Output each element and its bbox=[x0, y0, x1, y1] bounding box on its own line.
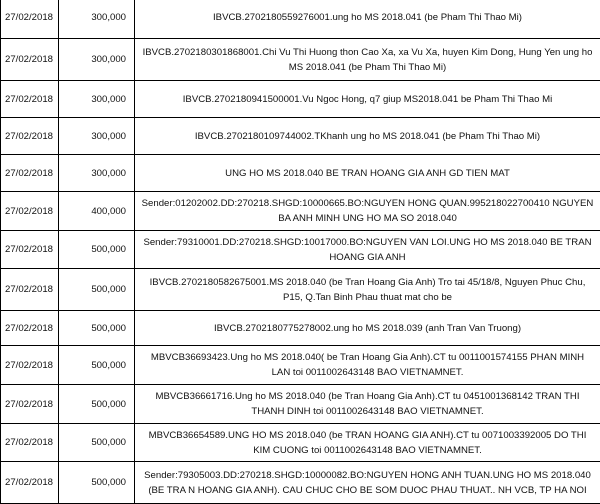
description-cell: IBVCB.2702180301868001.Chi Vu Thi Huong thon Cao Xa, xa Vu Xa, huyen Kim Dong, Hung Yen ung ho MS 2018.041 (be Pham Thi Thao Mi) bbox=[135, 39, 600, 81]
description-cell: MBVCB36693423.Ung ho MS 2018.040( be Tran Hoang Gia Anh).CT tu 0011001574155 PHAN MINH LAN toi 0011002643148 BAO VIETNAMNET. bbox=[135, 346, 600, 385]
table-row bbox=[1, 0, 600, 39]
amount-cell: 300,000 bbox=[59, 155, 135, 192]
donation-table-body bbox=[1, 0, 600, 504]
table-row bbox=[1, 462, 600, 504]
table-row bbox=[1, 346, 600, 385]
description-cell: MBVCB36654589.UNG HO MS 2018.040 (be TRAN HOANG GIA ANH).CT tu 0071003392005 DO THI KIM CUONG toi 0011002643148 BAO VIETNAMNET. bbox=[135, 424, 600, 462]
date-cell: 27/02/2018 bbox=[1, 346, 59, 385]
description-cell: IBVCB.2702180582675001.MS 2018.040 (be Tran Hoang Gia Anh) Tro tai 45/18/8, Nguyen Phuc Chu, P15, Q.Tan Binh Phau thuat mat cho be bbox=[135, 269, 600, 311]
table-row bbox=[1, 81, 600, 118]
amount-cell: 500,000 bbox=[59, 385, 135, 424]
description-cell: IBVCB.2702180109744002.TKhanh ung ho MS 2018.041 (be Pham Thi Thao Mi) bbox=[135, 118, 600, 155]
description-cell: IBVCB.2702180775278002.ung ho MS 2018.039 (anh Tran Van Truong) bbox=[135, 311, 600, 346]
table-row bbox=[1, 231, 600, 269]
date-cell: 27/02/2018 bbox=[1, 39, 59, 81]
table-row bbox=[1, 155, 600, 192]
description-cell: Sender:01202002.DD:270218.SHGD:10000665.BO:NGUYEN HONG QUAN.995218022700410 NGUYEN BA ANH MINH UNG HO MA SO 2018.040 bbox=[135, 192, 600, 231]
amount-cell: 500,000 bbox=[59, 269, 135, 311]
amount-cell: 500,000 bbox=[59, 346, 135, 385]
date-cell: 27/02/2018 bbox=[1, 385, 59, 424]
table-row bbox=[1, 269, 600, 311]
description-cell: Sender:79305003.DD:270218.SHGD:10000082.BO:NGUYEN HONG ANH TUAN.UNG HO MS 2018.040 (BE TRA N HOANG GIA ANH). CAU CHUC CHO BE SOM DUOC PHAU THUAT.. NH VCB, TP HA NOI bbox=[135, 462, 600, 504]
amount-cell: 300,000 bbox=[59, 118, 135, 155]
date-cell: 27/02/2018 bbox=[1, 192, 59, 231]
amount-cell: 500,000 bbox=[59, 231, 135, 269]
amount-cell: 400,000 bbox=[59, 192, 135, 231]
amount-cell: 300,000 bbox=[59, 39, 135, 81]
amount-cell: 300,000 bbox=[59, 81, 135, 118]
description-cell: Sender:79310001.DD:270218.SHGD:10017000.BO:NGUYEN VAN LOI.UNG HO MS 2018.040 BE TRAN HOANG GIA ANH bbox=[135, 231, 600, 269]
table-row bbox=[1, 39, 600, 81]
description-cell: IBVCB.2702180559276001.ung ho MS 2018.041 (be Pham Thi Thao Mi) bbox=[135, 0, 600, 39]
table-row bbox=[1, 424, 600, 462]
date-cell: 27/02/2018 bbox=[1, 269, 59, 311]
amount-cell: 500,000 bbox=[59, 311, 135, 346]
table-row bbox=[1, 311, 600, 346]
table-row bbox=[1, 385, 600, 424]
table-row bbox=[1, 118, 600, 155]
date-cell: 27/02/2018 bbox=[1, 0, 59, 39]
date-cell: 27/02/2018 bbox=[1, 118, 59, 155]
date-cell: 27/02/2018 bbox=[1, 231, 59, 269]
amount-cell: 500,000 bbox=[59, 424, 135, 462]
amount-cell: 500,000 bbox=[59, 462, 135, 504]
description-cell: MBVCB36661716.Ung ho MS 2018.040 (be Tran Hoang Gia Anh).CT tu 0451001368142 TRAN THI THANH DINH toi 0011002643148 BAO VIETNAMNET. bbox=[135, 385, 600, 424]
date-cell: 27/02/2018 bbox=[1, 155, 59, 192]
date-cell: 27/02/2018 bbox=[1, 462, 59, 504]
description-cell: IBVCB.2702180941500001.Vu Ngoc Hong, q7 giup MS2018.041 be Pham Thi Thao Mi bbox=[135, 81, 600, 118]
amount-cell: 300,000 bbox=[59, 0, 135, 39]
date-cell: 27/02/2018 bbox=[1, 81, 59, 118]
date-cell: 27/02/2018 bbox=[1, 424, 59, 462]
table-row bbox=[1, 192, 600, 231]
date-cell: 27/02/2018 bbox=[1, 311, 59, 346]
description-cell: UNG HO MS 2018.040 BE TRAN HOANG GIA ANH GD TIEN MAT bbox=[135, 155, 600, 192]
